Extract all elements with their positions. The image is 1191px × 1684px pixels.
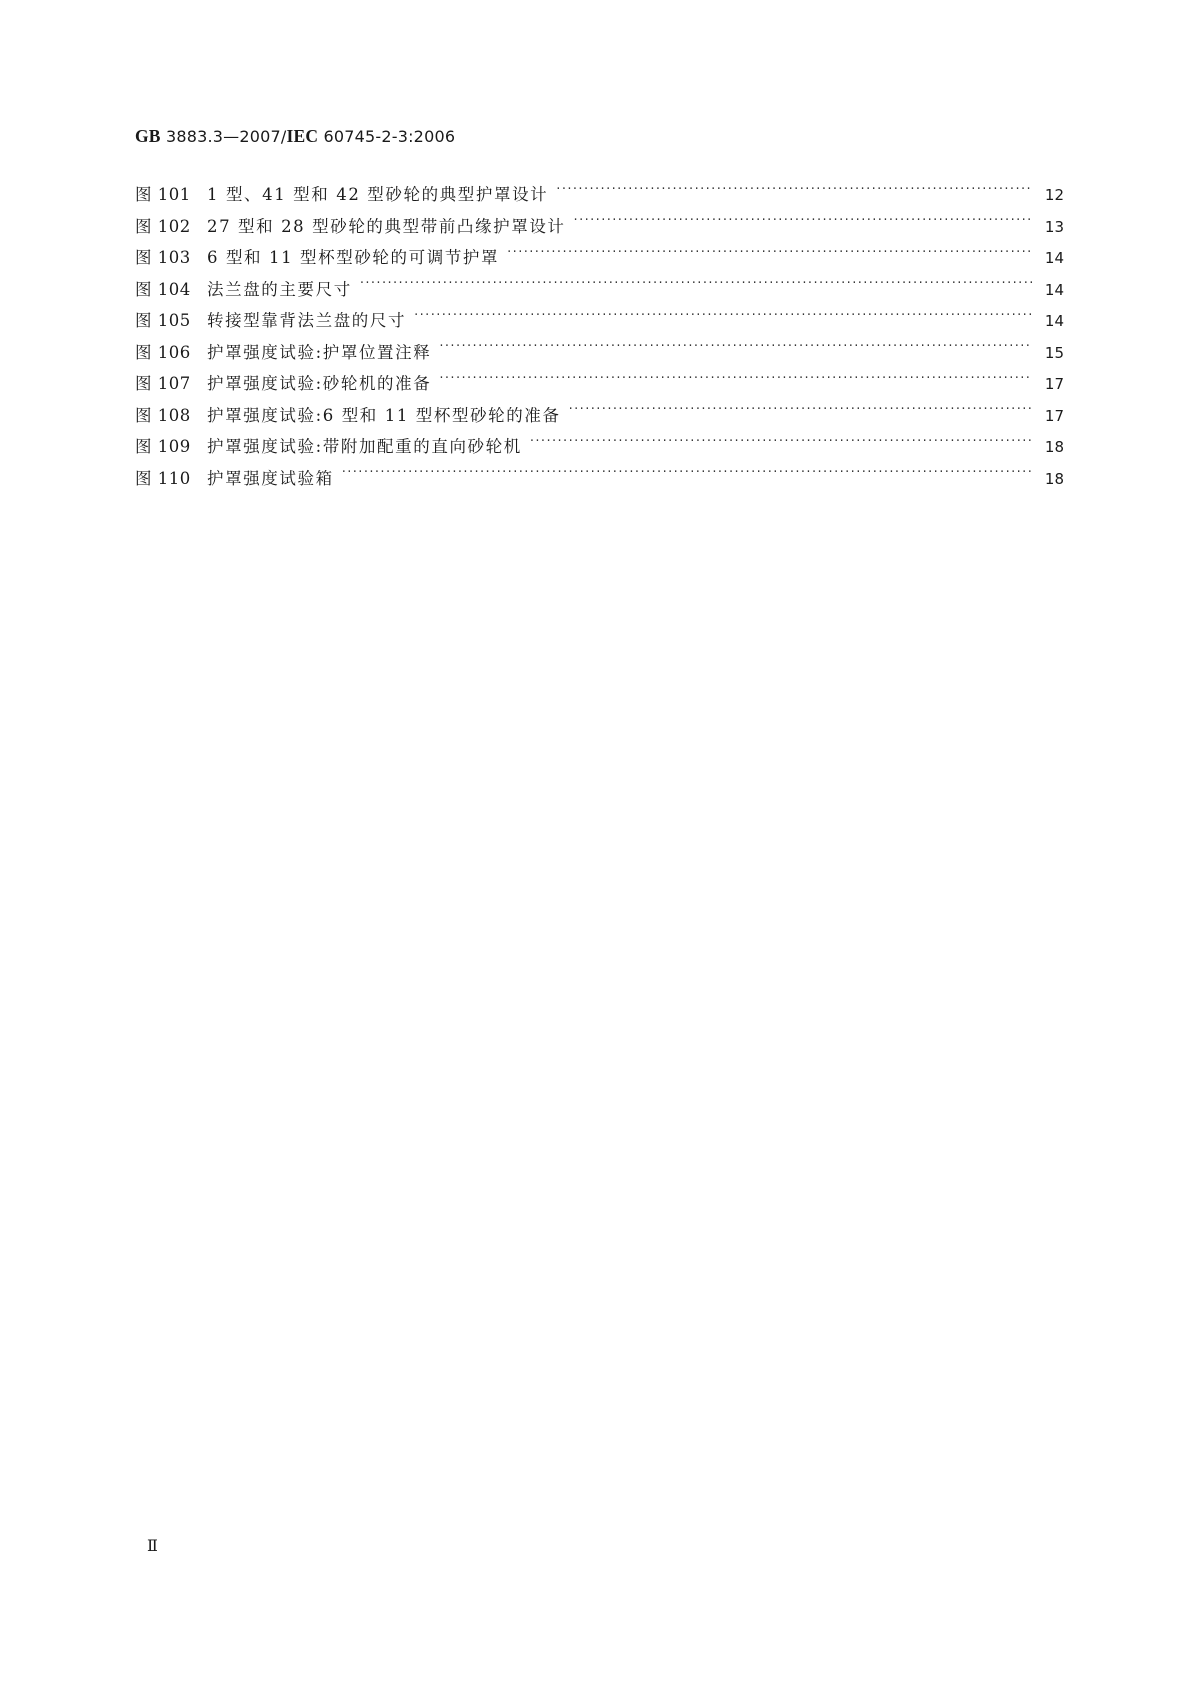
- toc-dot-leader: [414, 310, 1032, 327]
- toc-entry-label: 图 105: [135, 311, 191, 330]
- toc-entry-page: 15: [1044, 343, 1064, 362]
- toc-entry-title: 护罩强度试验箱: [207, 468, 334, 488]
- toc-entry[interactable]: [135, 276, 1064, 308]
- toc-entry[interactable]: [135, 213, 1064, 245]
- toc-entry-title: 27 型和 28 型砂轮的典型带前凸缘护罩设计: [207, 216, 566, 236]
- toc-entry-title: 1 型、41 型和 42 型砂轮的典型护罩设计: [207, 185, 549, 204]
- toc-dot-leader: [360, 278, 1032, 295]
- toc-entry-label: 图 107: [135, 374, 191, 393]
- toc-dot-leader: [439, 373, 1032, 390]
- toc-entry-label: 图 108: [135, 405, 191, 425]
- toc-entry-label: 图 109: [135, 437, 191, 456]
- toc-dot-leader: [342, 467, 1032, 484]
- toc-entry[interactable]: [135, 244, 1064, 276]
- toc-dot-leader: [530, 436, 1032, 453]
- toc-entry-title: 转接型靠背法兰盘的尺寸: [207, 311, 407, 330]
- toc-entry[interactable]: [135, 307, 1064, 339]
- toc-entry-label: 图 104: [135, 279, 191, 299]
- toc-entry-page: 14: [1044, 249, 1064, 267]
- toc-entry-label: 图 110: [135, 468, 191, 488]
- toc-entry-page: 17: [1044, 375, 1064, 393]
- toc-dot-leader: [574, 215, 1032, 232]
- header-number: 3883.3—2007/: [160, 127, 287, 146]
- toc-entry-title: 护罩强度试验:砂轮机的准备: [207, 374, 432, 393]
- toc-entry[interactable]: [135, 465, 1064, 497]
- toc-entry-title: 护罩强度试验:带附加配重的直向砂轮机: [207, 437, 522, 456]
- toc-entry-page: 17: [1044, 406, 1064, 425]
- toc-entry[interactable]: [135, 433, 1064, 465]
- toc-entry-title: 护罩强度试验:护罩位置注释: [207, 342, 432, 362]
- toc-entry[interactable]: [135, 339, 1064, 371]
- toc-entry-title: 护罩强度试验:6 型和 11 型杯型砂轮的准备: [207, 405, 561, 425]
- toc-entry-label: 图 101: [135, 185, 191, 204]
- header-gb: GB: [135, 126, 161, 146]
- toc-dot-leader: [556, 184, 1032, 201]
- standard-number-header: [135, 126, 455, 147]
- toc-entry-page: 18: [1044, 469, 1064, 488]
- toc-entry[interactable]: [135, 402, 1064, 434]
- toc-entry-label: 图 103: [135, 248, 191, 267]
- toc-entry-label: 图 106: [135, 342, 191, 362]
- toc-entry-page: 13: [1044, 217, 1064, 236]
- toc-entry-page: 12: [1044, 186, 1064, 204]
- toc-entry[interactable]: [135, 370, 1064, 402]
- toc-entry-page: 14: [1044, 312, 1064, 330]
- toc-entry-page: 18: [1044, 438, 1064, 456]
- toc-dot-leader: [569, 404, 1032, 421]
- toc-entry[interactable]: [135, 181, 1064, 213]
- header-iec: IEC: [286, 126, 319, 146]
- toc-entry-page: 14: [1044, 280, 1064, 299]
- toc-dot-leader: [439, 341, 1032, 358]
- toc-entry-label: 图 102: [135, 216, 191, 236]
- toc-entry-title: 6 型和 11 型杯型砂轮的可调节护罩: [207, 248, 500, 267]
- figure-list: [135, 181, 1064, 496]
- toc-dot-leader: [507, 247, 1032, 264]
- page-folio: Ⅱ: [147, 1538, 158, 1555]
- header-iec-number: 60745-2-3:2006: [318, 127, 456, 146]
- toc-entry-title: 法兰盘的主要尺寸: [207, 279, 352, 299]
